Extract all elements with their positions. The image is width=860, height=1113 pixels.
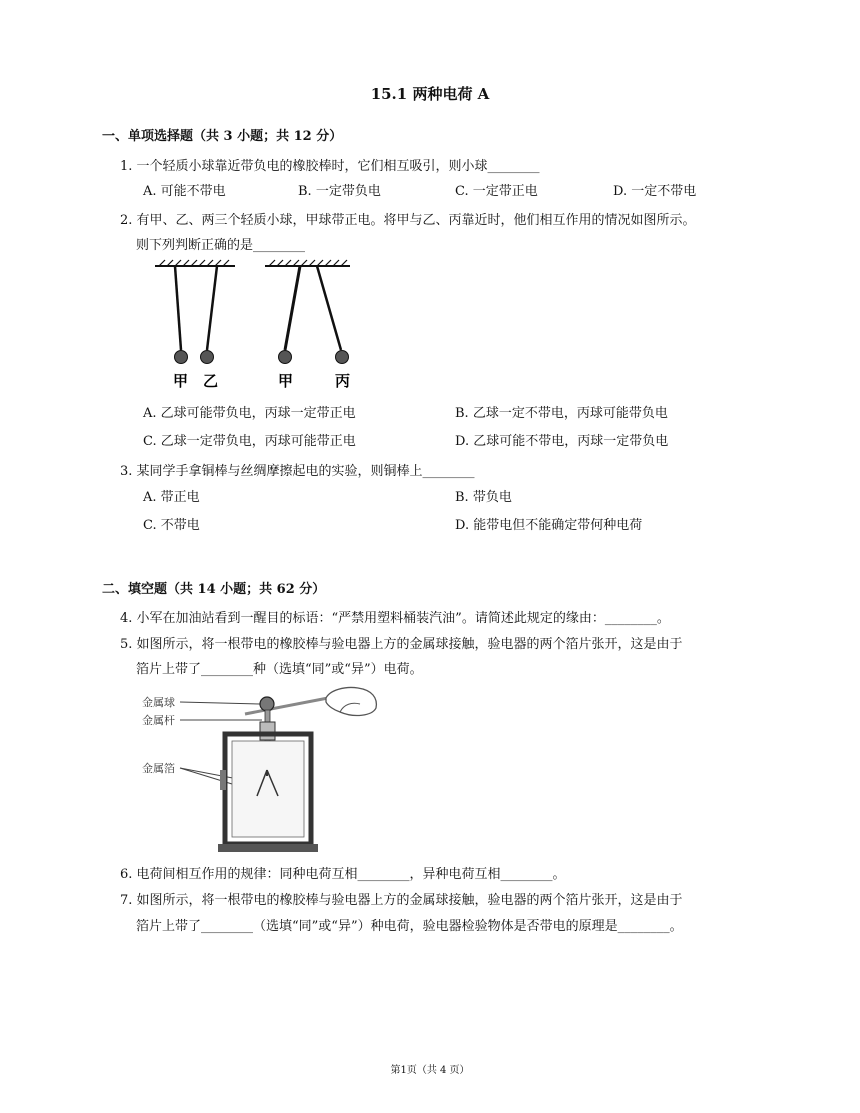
q1-option-c: C. 一定带正电 [455, 184, 538, 199]
q2-option-a: A. 乙球可能带负电，丙球一定带正电 [143, 406, 356, 421]
question-7-line1: 7. 如图所示，将一根带电的橡胶棒与验电器上方的金属球接触，验电器的两个箔片张开，这是由于 [120, 893, 683, 908]
q1-option-a: A. 可能不带电 [143, 184, 226, 199]
page-title: 15.1 两种电荷 A [370, 85, 490, 103]
question-5-line1: 5. 如图所示，将一根带电的橡胶棒与验电器上方的金属球接触，验电器的两个箔片张开，这是由于 [120, 637, 683, 652]
section-heading-choice: 一、单项选择题（共 3 小题；共 12 分） [102, 129, 343, 144]
q1-option-b: B. 一定带负电 [298, 184, 381, 199]
label-jia-1: 甲 [173, 372, 189, 390]
pendulum-figure [145, 258, 365, 394]
q3-option-b: B. 带负电 [455, 490, 512, 505]
label-jia-2: 甲 [278, 372, 294, 390]
q2-option-d: D. 乙球可能不带电，丙球一定带负电 [455, 434, 669, 449]
label-metal-ball: 金属球 [142, 696, 175, 709]
q1-option-d: D. 一定不带电 [613, 184, 697, 199]
electroscope-figure [140, 684, 380, 856]
question-4-text: 4. 小军在加油站看到一醒目的标语：“严禁用塑料桶装汽油”。请简述此规定的缘由：________。 [120, 611, 670, 626]
section-heading-fill: 二、填空题（共 14 小题；共 62 分） [102, 582, 326, 597]
question-2-line1: 2. 有甲、乙、两三个轻质小球，甲球带正电。将甲与乙、丙靠近时，他们相互作用的情况如图所示。 [120, 213, 696, 228]
label-yi: 乙 [203, 372, 219, 390]
label-bing: 丙 [335, 372, 351, 390]
q2-option-b: B. 乙球一定不带电，丙球可能带负电 [455, 406, 668, 421]
page-footer: 第1页（共 4 页） [390, 1065, 470, 1076]
question-2-line2: 则下列判断正确的是________ [136, 238, 306, 253]
q3-option-d: D. 能带电但不能确定带何种电荷 [455, 518, 643, 533]
label-metal-rod: 金属杆 [142, 714, 175, 727]
question-3-text: 3. 某同学手拿铜棒与丝绸摩擦起电的实验，则铜棒上________ [120, 464, 475, 479]
question-5-line2: 箔片上带了________种（选填“同”或“异”）电荷。 [136, 662, 423, 677]
q2-option-c: C. 乙球一定带负电，丙球可能带正电 [143, 434, 356, 449]
question-1-text: 1. 一个轻质小球靠近带负电的橡胶棒时，它们相互吸引，则小球________ [120, 159, 540, 174]
label-metal-foil: 金属箔 [142, 762, 175, 775]
q3-option-c: C. 不带电 [143, 518, 200, 533]
question-7-line2: 箔片上带了________（选填“同”或“异”）种电荷，验电器检验物体是否带电的原理是________。 [136, 919, 683, 934]
q3-option-a: A. 带正电 [143, 490, 200, 505]
question-6-text: 6. 电荷间相互作用的规律：同种电荷互相________，异种电荷互相________。 [120, 867, 566, 882]
